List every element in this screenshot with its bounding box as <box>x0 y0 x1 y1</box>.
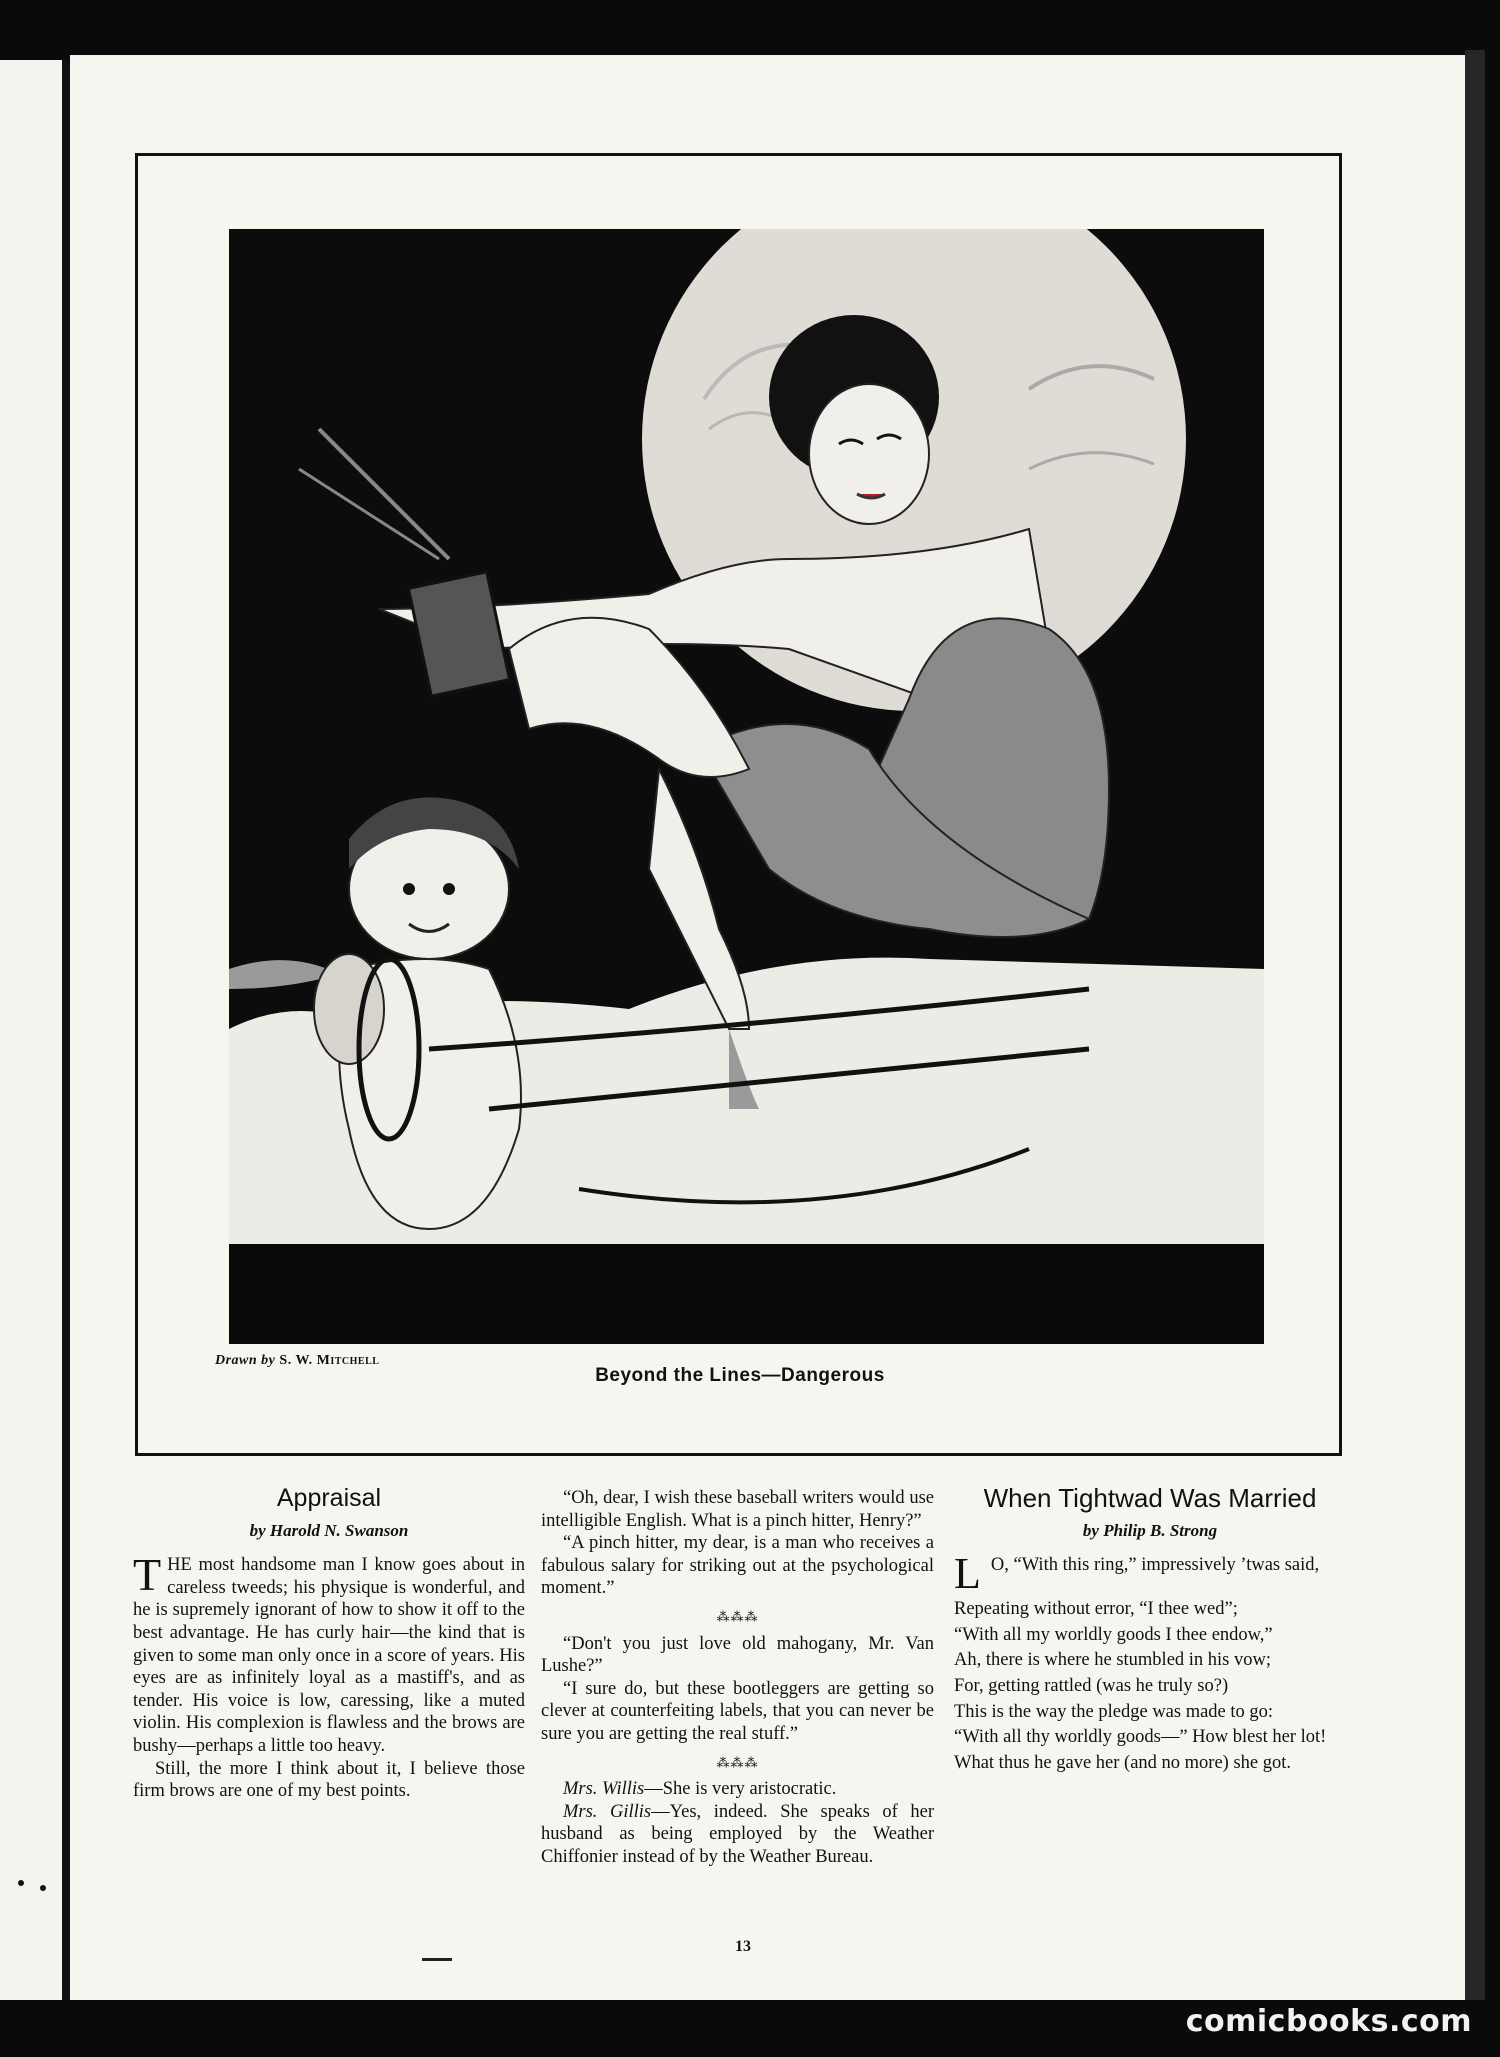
page-right-shadow <box>1465 50 1485 2010</box>
column-appraisal <box>133 1484 525 1803</box>
joke-answer: “I sure do, but these bootleggers are getting so clever at counterfeiting labels, that you can never be sure you are getting the real stuff.” <box>541 1678 934 1744</box>
page-number: 13 <box>735 1938 751 1955</box>
article-paragraph: THE most handsome man I know goes about in careless tweeds; his physique is wonderful, and he is supremely ignorant of how to show it off to the best advantage. He has curly hair—the kind that is given to some man only once in a score of years. His eyes are as infinitely loyal as a mastiff's, and as tender. His voice is low, caressing, like a muted violin. His complexion is flawless and the brows are bushy—perhaps a little too heavy. <box>133 1549 525 1756</box>
article-title: Appraisal <box>276 1484 382 1512</box>
credit-prefix: Drawn by <box>215 1353 276 1368</box>
footer-dash <box>422 1958 452 1961</box>
facing-page-edge <box>0 60 62 2020</box>
poem-line: Ah, there is where he stumbled in his vow; <box>954 1650 1272 1671</box>
binding-gutter <box>62 60 70 2020</box>
ornament-divider: ⁂⁂⁂ <box>716 1754 759 1770</box>
column-jokes <box>541 1487 934 1869</box>
joke-question: “Don't you just love old mahogany, Mr. Van Lushe?” <box>541 1633 934 1677</box>
poem-line: What thus he gave her (and no more) she got. <box>954 1752 1292 1773</box>
dialogue-line: Mrs. Gillis—Yes, indeed. She speaks of her husband as being employed by the Weather Chiffonier instead of by the Weather Bureau. <box>541 1801 934 1867</box>
poem-line: “With all thy worldly goods—” How blest her lot! <box>954 1727 1327 1748</box>
drop-cap: T <box>133 1549 162 1601</box>
illustration-caption: Beyond the Lines—Dangerous <box>595 1365 885 1386</box>
poem-line: Repeating without error, “I thee wed”; <box>954 1599 1238 1620</box>
illustration-moon-girl-cupid <box>229 229 1264 1344</box>
poem-line: For, getting rattled (was he truly so?) <box>954 1675 1229 1696</box>
poem-line: This is the way the pledge was made to go: <box>954 1701 1274 1722</box>
scan-speck <box>18 1880 24 1886</box>
article-byline: by Harold N. Swanson <box>249 1520 409 1540</box>
site-watermark: comicbooks.com <box>1185 2004 1472 2039</box>
poem-line: “With all my worldly goods I thee endow,” <box>954 1624 1273 1645</box>
poem-line: O, “With this ring,” impressively ’twas said, <box>990 1555 1320 1576</box>
dialogue-line: Mrs. Willis—She is very aristocratic. <box>563 1779 837 1800</box>
joke-answer: “A pinch hitter, my dear, is a man who receives a fabulous salary for striking out at the psychological moment.” <box>541 1533 934 1599</box>
joke-question: “Oh, dear, I wish these baseball writers would use intelligible English. What is a pinch hitter, Henry?” <box>541 1488 934 1531</box>
drop-cap: L <box>954 1549 981 1599</box>
poem-title: When Tightwad Was Married <box>983 1483 1317 1513</box>
credit-artist: S. W. Mitchell <box>279 1353 380 1368</box>
poem-byline: by Philip B. Strong <box>1082 1520 1218 1540</box>
ornament-divider: ⁂⁂⁂ <box>716 1608 759 1624</box>
woman-face <box>809 384 929 524</box>
article-paragraph: Still, the more I think about it, I believe those firm brows are one of my best points. <box>133 1758 525 1802</box>
illustration-credit <box>215 1353 379 1369</box>
illustration-drawing <box>229 229 1264 1344</box>
scan-speck <box>40 1885 46 1891</box>
column-poem <box>954 1483 1346 1777</box>
poem-first-line <box>954 1549 1346 1599</box>
